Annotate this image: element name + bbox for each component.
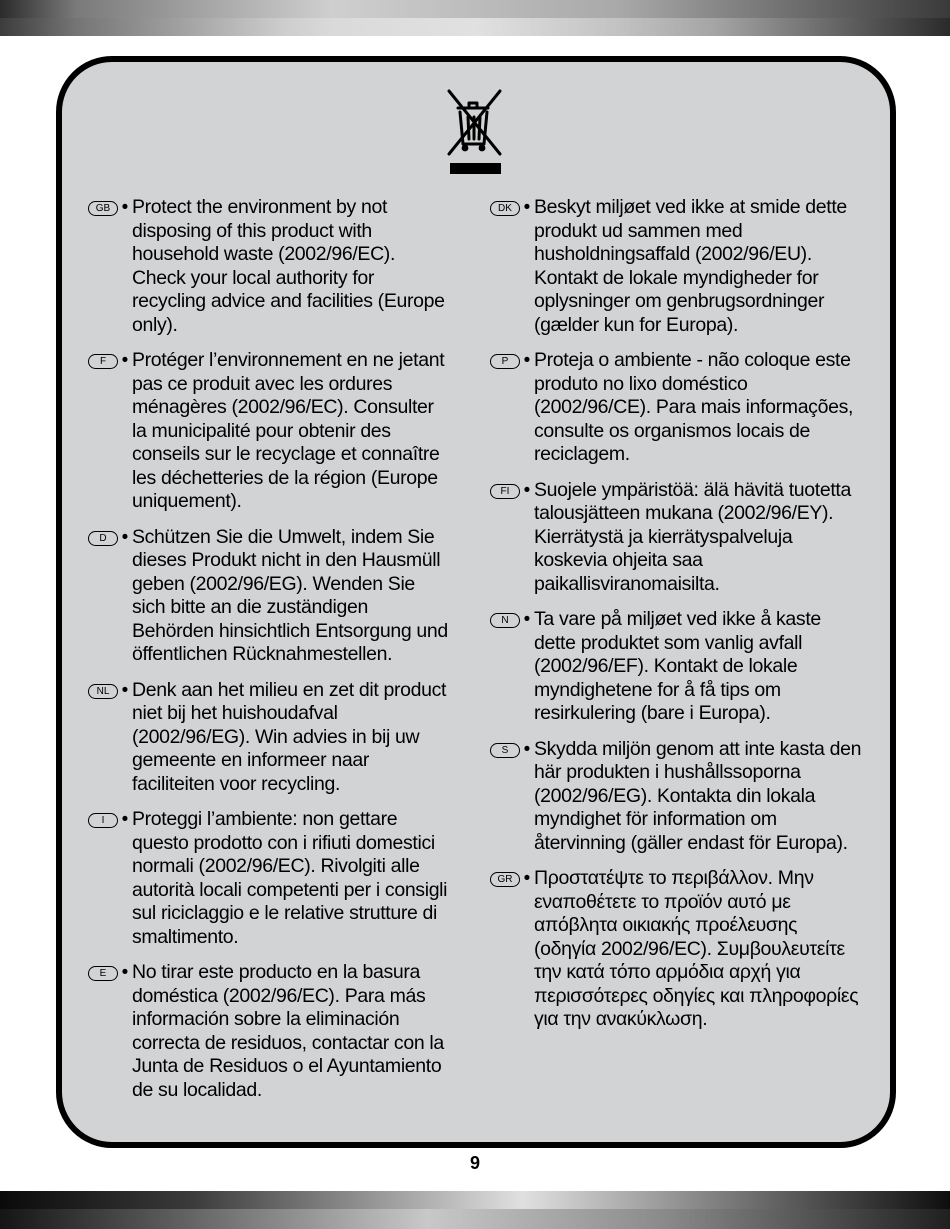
language-code-badge: I [88,813,118,828]
language-code-badge: D [88,531,118,546]
notice-entry-f [88,349,448,514]
bullet: • [523,479,531,501]
notice-text: Beskyt miljøet ved ikke at smide dette produkt ud sammen med husholdningsaffald (2002/96/EU). Kontakt de lokale myndigheder for oplysninger om genbrugsordninger (gælder kun for Europa). [534,196,847,336]
notice-text: Προστατέψτε το περιβάλλον. Μην εναποθέτετε το προϊόν αυτό με απόβλητα οικιακής προέλευσης (οδηγία 2002/96/EC). Συμβουλευτείτε την κατά τόπο αρμόδια αρχή για περισσότερες οδηγίες και πληροφορίες για την ανακύκλωση. [534,867,859,1030]
notice-entry-dk [490,196,862,337]
notice-entry-n [490,608,862,726]
notice-entry-fi [490,479,862,597]
language-code-badge: E [88,966,118,981]
bullet: • [121,350,129,371]
bullet: • [121,526,129,548]
bottom-decorative-bar [0,1191,950,1229]
language-code-badge: GR [490,872,520,887]
language-code-badge: F [88,354,118,369]
bullet: • [121,197,129,218]
notice-entry-gb [88,196,448,337]
bullet: • [523,197,531,218]
notice-text: Proteja o ambiente - não coloque este produto no lixo doméstico (2002/96/CE). Para mais informações, consulte os organismos locais de reciclagem. [534,349,854,465]
notice-entry-nl [88,679,448,797]
bullet: • [121,962,129,983]
notice-text: Protect the environment by not disposing of this product with household waste (2002/96/EC). Check your local authority for recycling advice and facilities (Europe only). [132,196,445,336]
right-language-column [490,196,862,1044]
language-code-badge: FI [490,484,520,499]
page-number: 9 [469,1153,480,1173]
bullet: • [121,809,129,830]
notice-entry-s [490,738,862,856]
notice-text: Skydda miljön genom att inte kasta den här produkten i hushållssoporna (2002/96/EG). Kontakta din lokala myndighet för information om återvinning (gäller endast för Europa). [534,737,862,854]
notice-text: Protéger l’environnement en ne jetant pas ce produit avec les ordures ménagères (2002/96/EC). Consulter la municipalité pour obtenir des conseils sur le recyclage et connaître les déchetteries de la région (Europe uniquement). [132,349,445,512]
language-code-badge: GB [88,201,118,216]
bullet: • [523,868,531,889]
language-code-badge: NL [88,684,118,699]
notice-text: Denk aan het milieu en zet dit product niet bij het huishoudafval (2002/96/EG). Win advies in bij uw gemeente en informeer naar faciliteiten voor recycling. [132,678,447,795]
notice-text: Ta vare på miljøet ved ikke å kaste dette produktet som vanlig avfall (2002/96/EF). Kontakt de lokale myndighetene for å få tips om resirkulering (bare i Europa). [534,608,821,724]
crossed-out-wheelie-bin-icon [445,86,505,176]
notice-text: Schützen Sie die Umwelt, indem Sie dieses Produkt nicht in den Hausmüll geben (2002/96/EG). Wenden Sie sich bitte an die zuständigen Behörden hinsichtlich Entsorgung und öffentlichen Rücknahmestellen. [132,525,448,665]
bullet: • [523,350,531,371]
notice-text: Suojele ympäristöä: älä hävitä tuotetta talousjätteen mukana (2002/96/EY). Kierrätystä ja kierrätyspalveluja koskevia ohjeita saa paikallisviranomaisilta. [534,478,851,595]
notice-entry-p [490,349,862,467]
language-code-badge: P [490,354,520,369]
notice-entry-d [88,526,448,667]
language-code-badge: N [490,613,520,628]
bullet: • [523,738,531,760]
left-language-column [88,196,448,1114]
bullet: • [121,679,129,701]
top-decorative-bar [0,0,950,36]
language-code-badge: S [490,743,520,758]
bullet: • [523,609,531,630]
notice-entry-e [88,961,448,1102]
notice-entry-gr [490,867,862,1032]
language-code-badge: DK [490,201,520,216]
notice-text: No tirar este producto en la basura doméstica (2002/96/EC). Para más información sobre la eliminación correcta de residuos, contactar con la Junta de Residuos o el Ayuntamiento de su localidad. [132,961,444,1101]
notice-entry-i [88,808,448,949]
notice-text: Proteggi l’ambiente: non gettare questo prodotto con i rifiuti domestici normali (2002/96/EC). Rivolgiti alle autorità locali competenti per i consigli sul riciclaggio e le relative strutture di smaltimento. [132,808,448,948]
